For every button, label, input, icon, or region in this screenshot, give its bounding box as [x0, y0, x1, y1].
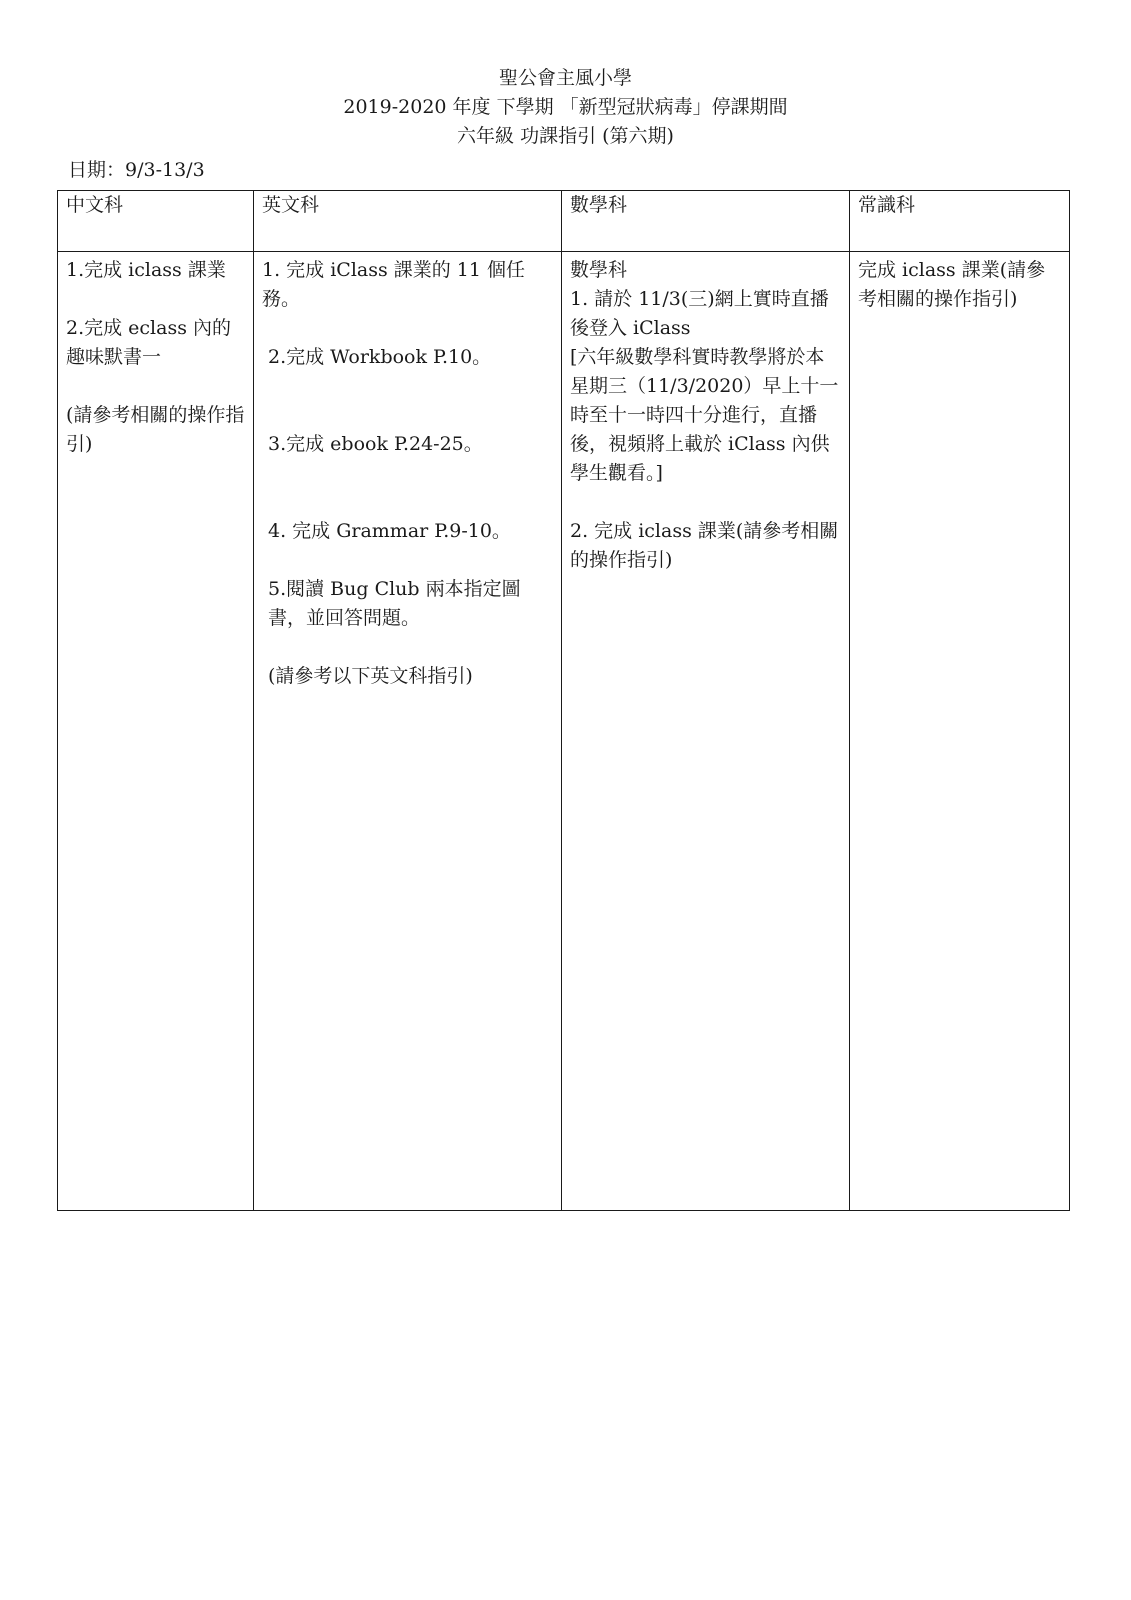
english-task-4: 4. 完成 Grammar P.9-10。: [268, 520, 511, 542]
document-title: 六年級 功課指引 (第六期): [457, 125, 674, 147]
chinese-task-2: 2.完成 eclass 內的趣味默書一: [66, 317, 231, 368]
english-task-2: 2.完成 Workbook P.10。: [268, 346, 492, 368]
document-header: [0, 64, 1131, 151]
subject-header-general-studies: 常識科: [850, 191, 1070, 252]
chinese-task-1: 1.完成 iclass 課業: [66, 259, 226, 281]
english-task-1: 1. 完成 iClass 課業的 11 個任務。: [262, 259, 526, 310]
math-task-2: 2. 完成 iclass 課業(請參考相關的操作指引): [570, 520, 839, 571]
subject-header-chinese: 中文科: [58, 191, 254, 252]
subject-header-math: 數學科: [562, 191, 850, 252]
english-note: (請參考以下英文科指引): [268, 665, 473, 687]
general-studies-tasks-cell: [850, 252, 1070, 1211]
english-task-3: 3.完成 ebook P.24-25。: [268, 433, 483, 455]
school-name: 聖公會主風小學: [498, 67, 632, 89]
english-task-5: 5.閱讀 Bug Club 兩本指定圖書，並回答問題。: [268, 578, 521, 629]
math-task-1: 數學科 1. 請於 11/3(三)網上實時直播後登入 iClass [六年級數學科實時教學將於本星期三（11/3/2020）早上十一時至十一時四十分進行，直播後，視頻將上載於 iClass 內供學生觀看。]: [570, 259, 839, 484]
table-body-row: [58, 252, 1070, 1211]
general-studies-task-1: 完成 iclass 課業(請參考相關的操作指引): [858, 259, 1046, 310]
chinese-note: (請參考相關的操作指引): [66, 404, 245, 455]
math-tasks-cell: [562, 252, 850, 1211]
date-range: 日期：9/3-13/3: [68, 159, 205, 181]
chinese-tasks-cell: [58, 252, 254, 1211]
period-title: 2019-2020 年度 下學期 「新型冠狀病毒」停課期間: [343, 96, 788, 118]
table-header-row: [58, 191, 1070, 252]
subject-header-english: 英文科: [254, 191, 562, 252]
homework-table: [57, 190, 1070, 1211]
english-tasks-cell: [254, 252, 562, 1211]
